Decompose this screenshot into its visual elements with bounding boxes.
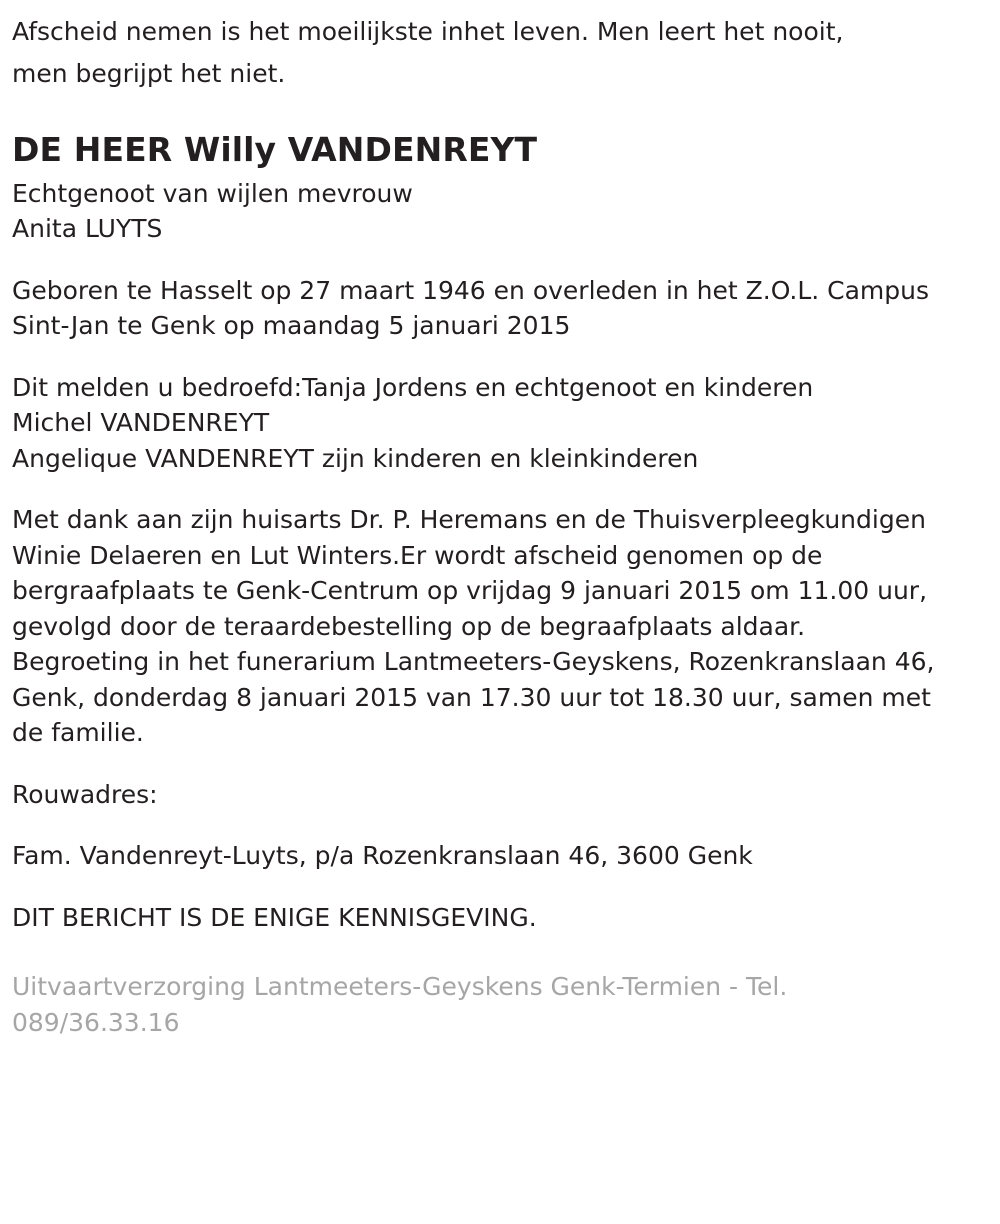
spacer-after-birth-death [12,344,984,370]
spouse-line-2: Anita LUYTS [12,214,163,244]
announcers-line-2: Michel VANDENREYT [12,408,270,438]
thanks-line-5: Begroeting in het funerarium Lantmeeters-Geyskens, Rozenkranslaan 46, [12,647,935,677]
spacer-before-footer [12,935,984,969]
mourning-address-value: Fam. Vandenreyt-Luyts, p/a Rozenkranslaan 46, 3600 Genk [12,841,753,871]
spacer-after-quote [12,97,984,129]
announcers-line-3: Angelique VANDENREYT zijn kinderen en kleinkinderen [12,443,699,473]
only-notice-statement: DIT BERICHT IS DE ENIGE KENNISGEVING. [12,902,537,932]
spacer-after-spouse [12,247,984,273]
birth-death-line-2: Sint-Jan te Genk op maandag 5 januari 2015 [12,311,571,341]
spacer-after-address-value [12,874,984,900]
announcers-block [12,370,984,477]
quote-line-2: men begrijpt het niet. [12,58,286,88]
thanks-and-ceremony-block [12,502,984,751]
mourning-address-label: Rouwadres: [12,779,158,809]
thanks-line-3: bergraafplaats te Genk-Centrum op vrijdag 9 januari 2015 om 11.00 uur, [12,576,928,606]
thanks-line-7: de familie. [12,718,144,748]
birth-death-block [12,273,984,344]
spacer-after-thanks [12,751,984,777]
announcers-line-1: Dit melden u bedroefd:Tanja Jordens en echtgenoot en kinderen [12,372,814,402]
funeral-home-footer [12,969,984,1040]
spacer-after-announcers [12,476,984,502]
spouse-line-1: Echtgenoot van wijlen mevrouw [12,178,413,208]
quote-block [12,14,984,91]
thanks-line-1: Met dank aan zijn huisarts Dr. P. Heremans en de Thuisverpleegkundigen [12,505,926,535]
thanks-line-2: Winie Delaeren en Lut Winters.Er wordt afscheid genomen op de [12,540,823,570]
deceased-name: DE HEER Willy VANDENREYT [12,130,538,169]
footer-line-2: 089/36.33.16 [12,1007,180,1037]
spacer-after-address-label [12,812,984,838]
thanks-line-4: gevolgd door de teraardebestelling op de begraafplaats aldaar. [12,611,806,641]
birth-death-line-1: Geboren te Hasselt op 27 maart 1946 en overleden in het Z.O.L. Campus [12,275,930,305]
spouse-block [12,176,984,247]
thanks-line-6: Genk, donderdag 8 januari 2015 van 17.30 uur tot 18.30 uur, samen met [12,682,931,712]
quote-line-1: Afscheid nemen is het moeilijkste inhet leven. Men leert het nooit, [12,17,844,46]
footer-line-1: Uitvaartverzorging Lantmeeters-Geyskens Genk-Termien - Tel. [12,972,788,1002]
